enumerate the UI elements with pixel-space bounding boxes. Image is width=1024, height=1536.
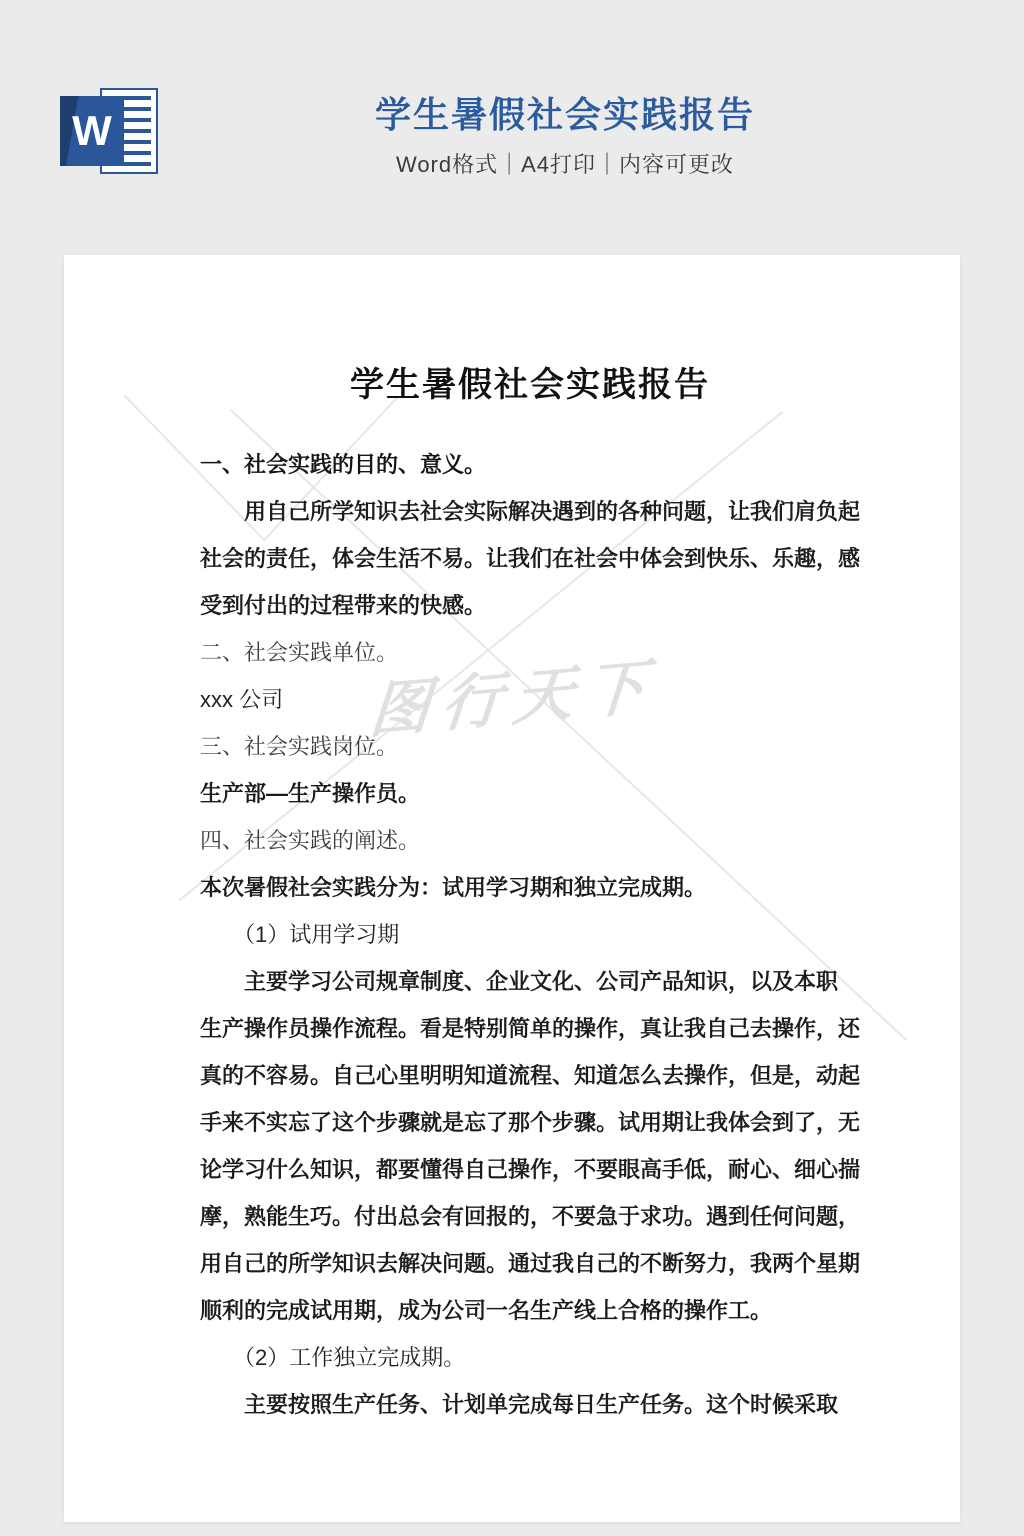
doc-heading: 三、社会实践岗位。 xyxy=(200,734,399,759)
header-text-block xyxy=(170,92,960,179)
doc-line: 顺利的完成试用期，成为公司一名生产线上合格的操作工。 xyxy=(200,1298,773,1323)
template-subtitle: Word格式｜A4打印｜内容可更改 xyxy=(395,152,735,177)
doc-line: xxx 公司 xyxy=(200,687,284,712)
doc-line: 摩，熟能生巧。付出总会有回报的，不要急于求功。遇到任何问题， xyxy=(200,1204,861,1229)
doc-subheading: （1）试用学习期 xyxy=(233,922,400,947)
page-header xyxy=(0,0,1024,255)
doc-line: 受到付出的过程带来的快感。 xyxy=(200,593,487,618)
document-page xyxy=(64,255,960,1522)
doc-line: 用自己所学知识去社会实际解决遇到的各种问题，让我们肩负起 xyxy=(244,499,861,524)
doc-heading: 四、社会实践的阐述。 xyxy=(200,828,421,853)
doc-line: 生产部—生产操作员。 xyxy=(200,781,421,806)
document-content xyxy=(200,359,860,1428)
doc-line: 论学习什么知识，都要懂得自己操作，不要眼高手低，耐心、细心揣 xyxy=(200,1157,861,1182)
template-title: 学生暑假社会实践报告 xyxy=(374,94,755,135)
doc-line: 真的不容易。自己心里明明知道流程、知道怎么去操作，但是，动起 xyxy=(200,1063,861,1088)
doc-line: 主要按照生产任务、计划单完成每日生产任务。这个时候采取 xyxy=(244,1392,839,1417)
doc-heading: 一、社会实践的目的、意义。 xyxy=(200,452,487,477)
doc-line: 社会的责任，体会生活不易。让我们在社会中体会到快乐、乐趣，感 xyxy=(200,546,861,571)
doc-line: 用自己的所学知识去解决问题。通过我自己的不断努力，我两个星期 xyxy=(200,1251,861,1276)
doc-line: 手来不实忘了这个步骤就是忘了那个步骤。试用期让我体会到了，无 xyxy=(200,1110,861,1135)
doc-line: 本次暑假社会实践分为：试用学习期和独立完成期。 xyxy=(200,875,707,900)
doc-line: 生产操作员操作流程。看是特别简单的操作，真让我自己去操作，还 xyxy=(200,1016,861,1041)
doc-title: 学生暑假社会实践报告 xyxy=(350,366,710,404)
word-icon-letter: W xyxy=(72,107,112,154)
doc-subheading: （2）工作独立完成期。 xyxy=(233,1345,466,1370)
doc-heading: 二、社会实践单位。 xyxy=(200,640,399,665)
watermark-text: 图行天下 xyxy=(367,652,661,745)
doc-line: 主要学习公司规章制度、企业文化、公司产品知识，以及本职 xyxy=(244,969,839,994)
word-icon xyxy=(60,88,160,174)
word-icon-letter-box xyxy=(60,96,124,166)
